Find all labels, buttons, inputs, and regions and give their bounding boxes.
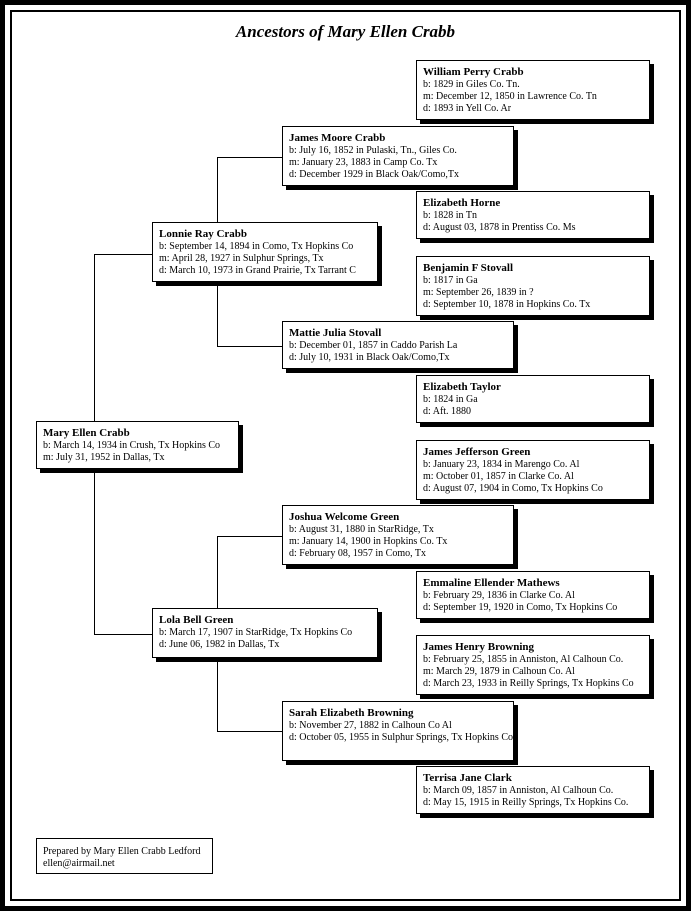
person-detail: d: September 19, 1920 in Como, Tx Hopkins Co bbox=[423, 602, 618, 613]
person-detail: d: Aft. 1880 bbox=[423, 406, 472, 417]
person-detail: b: December 01, 1857 in Caddo Parish La bbox=[289, 340, 458, 351]
person-detail: d: March 23, 1933 in Reilly Springs, Tx Hopkins Co bbox=[423, 678, 634, 689]
person-detail: m: October 01, 1857 in Clarke Co. Al bbox=[423, 471, 574, 482]
person-name: Mary Ellen Crabb bbox=[43, 427, 130, 439]
person-detail: m: December 12, 1850 in Lawrence Co. Tn bbox=[423, 91, 597, 102]
person-name: Mattie Julia Stovall bbox=[289, 327, 382, 339]
person-detail: b: 1829 in Giles Co. Tn. bbox=[423, 79, 520, 90]
person-detail: d: December 1929 in Black Oak/Como,Tx bbox=[289, 169, 459, 180]
person-name: James Henry Browning bbox=[423, 641, 535, 653]
person-detail: d: February 08, 1957 in Como, Tx bbox=[289, 548, 427, 559]
person-detail: b: January 23, 1834 in Marengo Co. Al bbox=[423, 459, 580, 470]
person-detail: b: August 31, 1880 in StarRidge, Tx bbox=[289, 524, 434, 535]
person-name: Sarah Elizabeth Browning bbox=[289, 707, 414, 719]
person-detail: m: March 29, 1879 in Calhoun Co. Al bbox=[423, 666, 575, 677]
person-box-terrisa-jane-clark bbox=[416, 766, 650, 814]
person-name: Elizabeth Taylor bbox=[423, 381, 501, 393]
person-box-benjamin-f-stovall bbox=[416, 256, 650, 316]
person-box-mattie-julia-stovall bbox=[282, 321, 514, 369]
person-name: Emmaline Ellender Mathews bbox=[423, 577, 560, 589]
person-box-emmaline-ellender-mathews bbox=[416, 571, 650, 619]
person-detail: b: November 27, 1882 in Calhoun Co Al bbox=[289, 720, 452, 731]
person-detail: d: June 06, 1982 in Dallas, Tx bbox=[159, 639, 280, 650]
person-name: James Moore Crabb bbox=[289, 132, 386, 144]
person-name: Benjamin F Stovall bbox=[423, 262, 514, 274]
person-box-mary-ellen-crabb bbox=[36, 421, 239, 469]
person-detail: d: August 07, 1904 in Como, Tx Hopkins Co bbox=[423, 483, 603, 494]
person-detail: m: September 26, 1839 in ? bbox=[423, 287, 534, 298]
person-detail: b: July 16, 1852 in Pulaski, Tn., Giles Co. bbox=[289, 145, 457, 156]
person-detail: b: 1824 in Ga bbox=[423, 394, 478, 405]
chart-title: Ancestors of Mary Ellen Crabb bbox=[235, 22, 456, 41]
person-box-sarah-elizabeth-browning bbox=[282, 701, 514, 761]
person-name: Joshua Welcome Green bbox=[289, 511, 400, 523]
prepared-by-text: Prepared by Mary Ellen Crabb Ledford bbox=[43, 846, 201, 857]
person-box-lola-bell-green bbox=[152, 608, 378, 658]
person-name: Elizabeth Horne bbox=[423, 197, 501, 209]
person-box-lonnie-ray-crabb bbox=[152, 222, 378, 282]
person-detail: m: July 31, 1952 in Dallas, Tx bbox=[43, 452, 165, 463]
person-detail: d: July 10, 1931 in Black Oak/Como,Tx bbox=[289, 352, 450, 363]
person-detail: d: August 03, 1878 in Prentiss Co. Ms bbox=[423, 222, 576, 233]
person-detail: b: 1828 in Tn bbox=[423, 210, 477, 221]
person-detail: b: March 09, 1857 in Anniston, Al Calhoun Co. bbox=[423, 785, 614, 796]
person-box-elizabeth-horne bbox=[416, 191, 650, 239]
person-detail: b: February 29, 1836 in Clarke Co. Al bbox=[423, 590, 575, 601]
person-detail: b: February 25, 1855 in Anniston, Al Calhoun Co. bbox=[423, 654, 624, 665]
connector bbox=[217, 731, 282, 732]
person-detail: b: March 17, 1907 in StarRidge, Tx Hopkins Co bbox=[159, 627, 353, 638]
person-detail: b: 1817 in Ga bbox=[423, 275, 478, 286]
person-box-william-perry-crabb bbox=[416, 60, 650, 120]
person-name: Lola Bell Green bbox=[159, 614, 234, 626]
connector bbox=[94, 254, 152, 255]
connector bbox=[217, 346, 282, 347]
contact-email: ellen@airmail.net bbox=[43, 858, 115, 869]
person-detail: d: May 15, 1915 in Reilly Springs, Tx Hopkins Co. bbox=[423, 797, 629, 808]
person-detail: m: April 28, 1927 in Sulphur Springs, Tx bbox=[159, 253, 324, 264]
person-detail: b: September 14, 1894 in Como, Tx Hopkins Co bbox=[159, 241, 354, 252]
prepared-by-box bbox=[36, 838, 213, 874]
person-box-joshua-welcome-green bbox=[282, 505, 514, 565]
person-name: Terrisa Jane Clark bbox=[423, 772, 512, 784]
person-detail: d: March 10, 1973 in Grand Prairie, Tx Tarrant C bbox=[159, 265, 356, 276]
person-box-james-jefferson-green bbox=[416, 440, 650, 500]
connector bbox=[217, 536, 282, 537]
person-detail: d: September 10, 1878 in Hopkins Co. Tx bbox=[423, 299, 591, 310]
person-box-james-moore-crabb bbox=[282, 126, 514, 186]
person-box-elizabeth-taylor bbox=[416, 375, 650, 423]
person-detail: d: 1893 in Yell Co. Ar bbox=[423, 103, 512, 114]
person-detail: d: October 05, 1955 in Sulphur Springs, Tx Hopkins Co bbox=[289, 732, 513, 743]
person-name: William Perry Crabb bbox=[423, 66, 524, 78]
person-name: Lonnie Ray Crabb bbox=[159, 228, 248, 240]
connector bbox=[217, 157, 282, 158]
connector bbox=[94, 634, 152, 635]
person-detail: m: January 14, 1900 in Hopkins Co. Tx bbox=[289, 536, 448, 547]
person-name: James Jefferson Green bbox=[423, 446, 531, 458]
person-box-james-henry-browning bbox=[416, 635, 650, 695]
person-detail: m: January 23, 1883 in Camp Co. Tx bbox=[289, 157, 438, 168]
person-detail: b: March 14, 1934 in Crush, Tx Hopkins Co bbox=[43, 440, 221, 451]
